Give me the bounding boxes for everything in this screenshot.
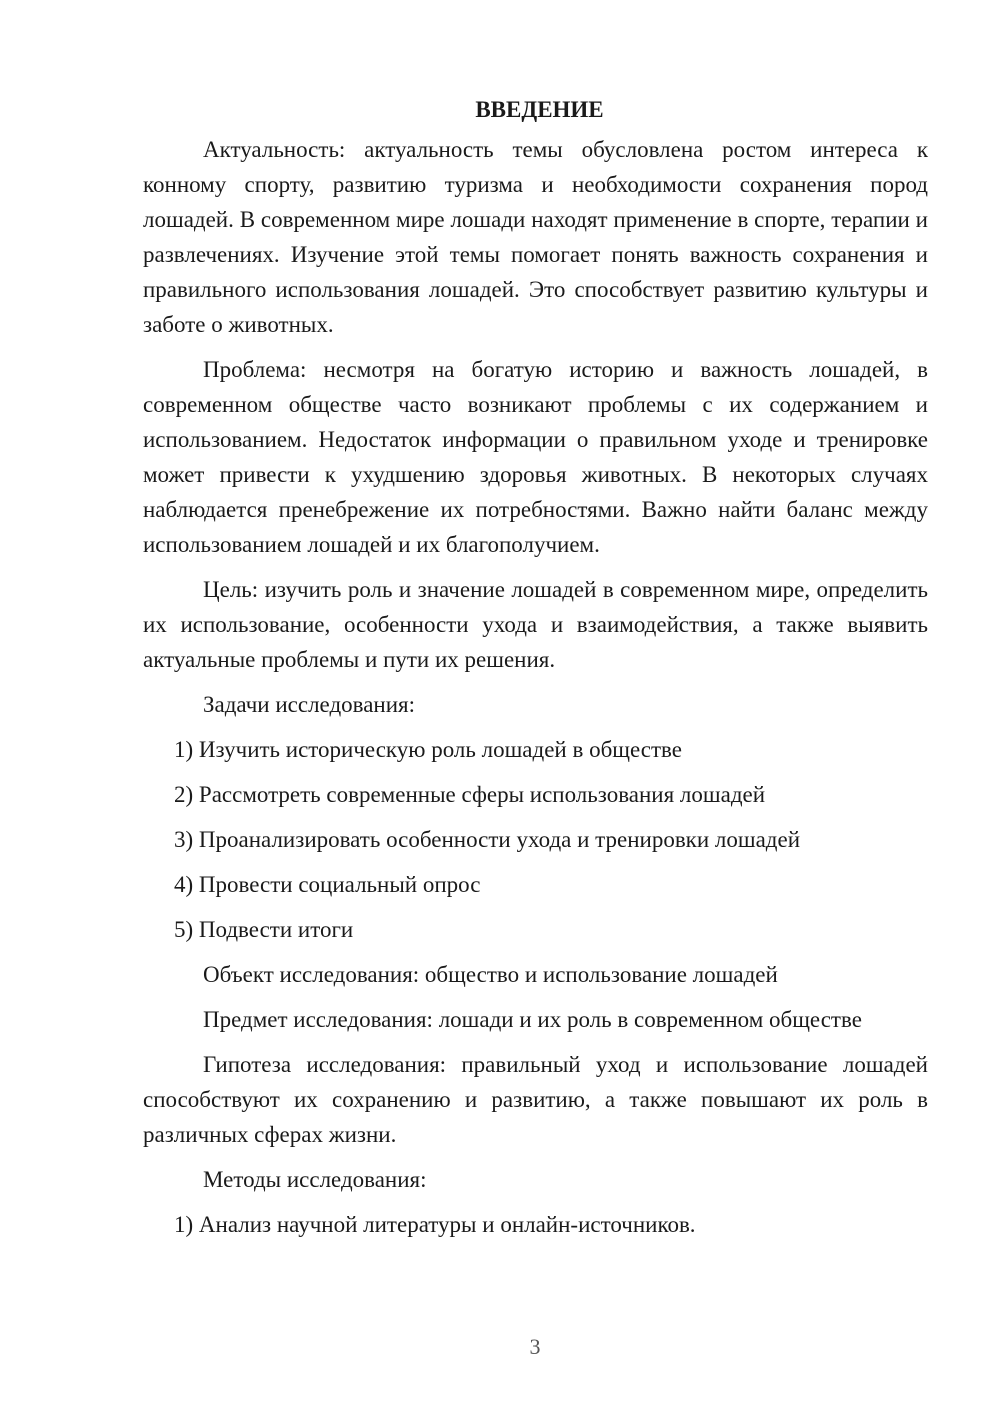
tasks-heading: Задачи исследования: [203, 692, 416, 717]
research-object: Объект исследования: общество и использование лошадей [203, 962, 778, 987]
list-item: 4) Провести социальный опрос [174, 872, 481, 897]
goal-paragraph: Цель: изучить роль и значение лошадей в современном мире, определить их использование, особенности ухода и взаимодействия, а также выявить актуальные проблемы и пути их решения. [143, 577, 928, 672]
page-body [143, 92, 928, 1252]
page-title: ВВЕДЕНИЕ [475, 97, 604, 122]
list-item: 1) Анализ научной литературы и онлайн-источников. [174, 1212, 696, 1237]
methods-heading: Методы исследования: [203, 1167, 427, 1192]
list-item: 2) Рассмотреть современные сферы использования лошадей [174, 782, 766, 807]
hypothesis-paragraph: Гипотеза исследования: правильный уход и использование лошадей способствуют их сохранению и развитию, а также повышают их роль в различных сферах жизни. [143, 1052, 928, 1147]
list-item: 3) Проанализировать особенности ухода и тренировки лошадей [174, 827, 801, 852]
list-item: 5) Подвести итоги [174, 917, 354, 942]
problem-paragraph: Проблема: несмотря на богатую историю и важность лошадей, в современном обществе часто возникают проблемы с их содержанием и использованием. Недостаток информации о правильном уходе и тренировке может привести к ухудшению здоровья животных. В некоторых случаях наблюдается пренебрежение их потребностями. Важно найти баланс между использованием лошадей и их благополучием. [143, 357, 928, 557]
tasks-list [143, 732, 928, 947]
methods-list [143, 1207, 928, 1242]
list-item: 1) Изучить историческую роль лошадей в обществе [174, 737, 682, 762]
page-number: 3 [529, 1334, 541, 1359]
research-subject: Предмет исследования: лошади и их роль в современном обществе [203, 1007, 862, 1032]
relevance-paragraph: Актуальность: актуальность темы обусловлена ростом интереса к конному спорту, развитию туризма и необходимости сохранения пород лошадей. В современном мире лошади находят применение в спорте, терапии и развлечениях. Изучение этой темы помогает понять важность сохранения и правильного использования лошадей. Это способствует развитию культуры и заботе о животных. [143, 137, 928, 337]
